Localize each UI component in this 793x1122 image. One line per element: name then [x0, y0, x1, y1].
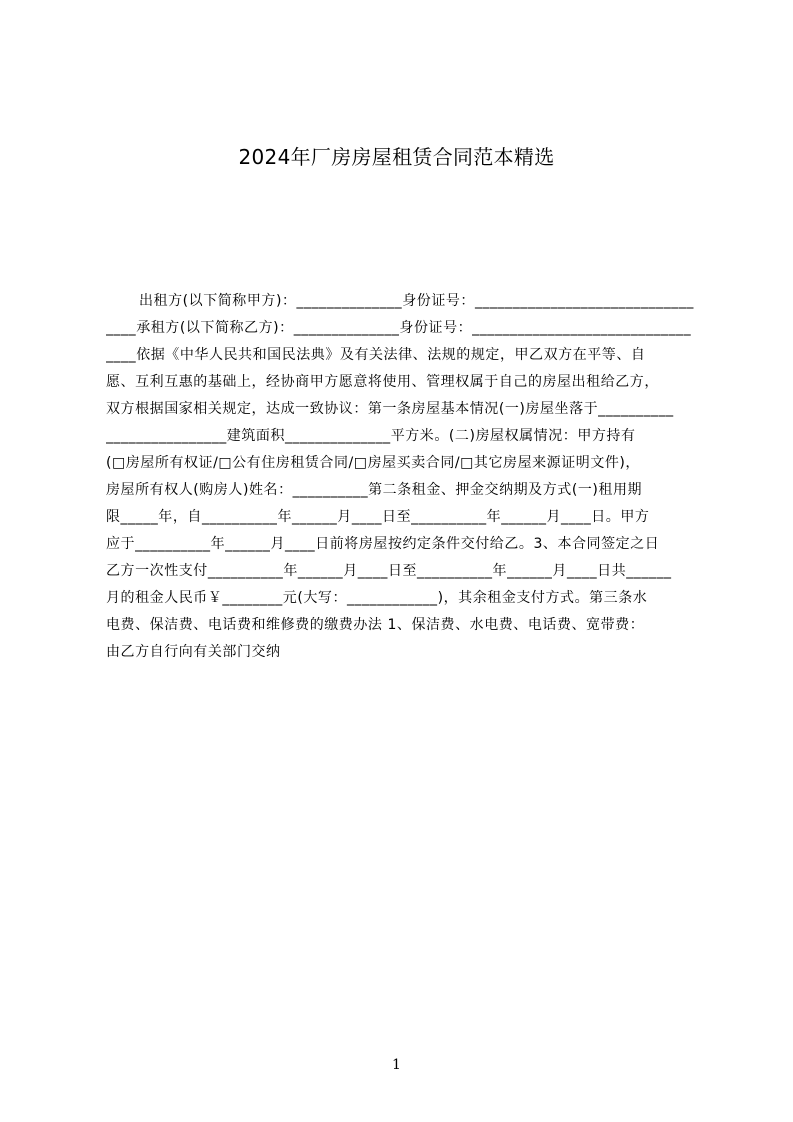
- contract-body: [106, 288, 700, 666]
- body-line: 月的租金人民币￥________元(大写：____________)，其余租金支付方式。第三条水: [106, 590, 648, 606]
- body-line: ____依据《中华人民共和国民法典》及有关法律、法规的规定，甲乙双方在平等、自: [106, 347, 646, 363]
- body-line: (□房屋所有权证/□公有住房租赁合同/□房屋买卖合同/□其它房屋来源证明文件)，: [106, 455, 640, 471]
- body-line: 房屋所有权人(购房人)姓名：__________第二条租金、押金交纳期及方式(一)租用期: [106, 482, 643, 498]
- body-line: 乙方一次性支付__________年______月____日至__________年______月____日共______: [106, 563, 672, 579]
- body-line: ____承租方(以下简称乙方)：______________身份证号：_____________________________: [106, 320, 692, 336]
- body-line: 愿、互利互惠的基础上，经协商甲方愿意将使用、管理权属于自己的房屋出租给乙方，: [106, 374, 659, 390]
- body-line: 限_____年，自__________年______月____日至__________年______月____日。甲方: [106, 509, 650, 525]
- body-line: 应于__________年______月____日前将房屋按约定条件交付给乙。3、本合同签定之日: [106, 536, 660, 552]
- body-line: 由乙方自行向有关部门交纳: [106, 644, 281, 660]
- body-line: 电费、保洁费、电话费和维修费的缴费办法 1、保洁费、水电费、电话费、宽带费：: [106, 617, 645, 633]
- page-number: 1: [392, 1057, 401, 1073]
- body-line: 出租方(以下简称甲方)：______________身份证号：_____________________________: [139, 293, 694, 309]
- body-line: ________________建筑面积______________平方米。(二)房屋权属情况：甲方持有: [106, 428, 636, 444]
- document-title: 2024年厂房房屋租赁合同范本精选: [238, 145, 555, 169]
- body-line: 双方根据国家相关规定，达成一致协议：第一条房屋基本情况(一)房屋坐落于__________: [106, 401, 674, 417]
